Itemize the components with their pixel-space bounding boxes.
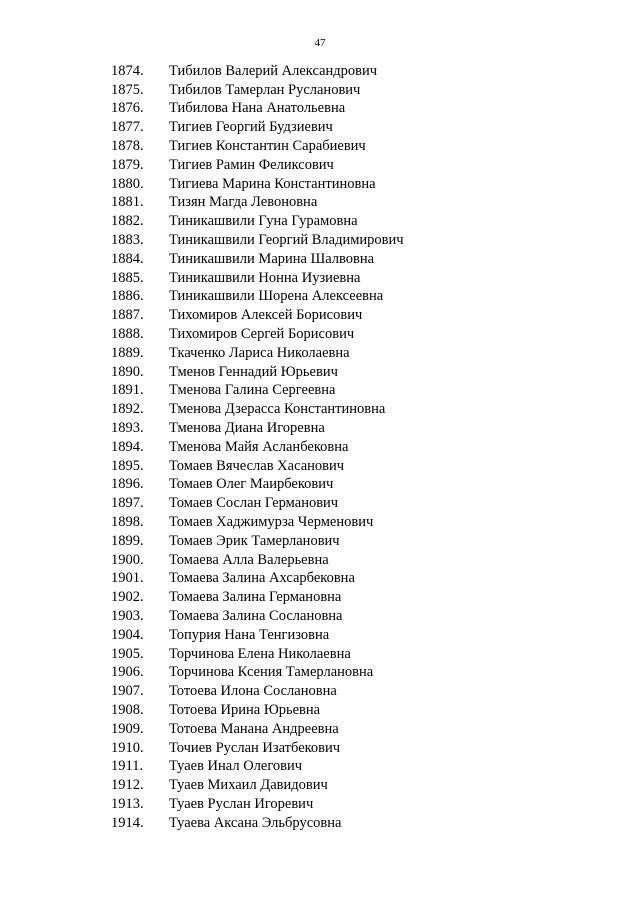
entry-number: 1878. — [111, 138, 144, 155]
entry-number: 1914. — [111, 814, 144, 831]
entry-number: 1895. — [111, 457, 144, 474]
entry-name: Томаев Хаджимурза Черменович — [169, 514, 374, 531]
entry-name: Тигиева Марина Константиновна — [169, 175, 376, 192]
entry-number: 1888. — [111, 326, 144, 343]
list-item — [111, 231, 404, 250]
entry-name: Туаев Инал Олегович — [169, 758, 303, 775]
list-item — [111, 664, 404, 683]
entry-name: Тигиев Константин Сарабиевич — [169, 138, 366, 155]
entry-number: 1900. — [111, 551, 144, 568]
entry-number: 1881. — [111, 194, 144, 211]
list-item — [111, 325, 404, 344]
entry-number: 1887. — [111, 307, 144, 324]
list-item — [111, 118, 404, 137]
entry-name: Тотоева Илона Сослановна — [169, 683, 337, 700]
entry-number: 1875. — [111, 81, 144, 98]
entry-number: 1898. — [111, 514, 144, 531]
list-item — [111, 682, 404, 701]
list-item — [111, 288, 404, 307]
list-item — [111, 607, 404, 626]
list-item — [111, 532, 404, 551]
list-item — [111, 776, 404, 795]
entry-name: Точиев Руслан Изатбекович — [169, 739, 341, 756]
entry-name: Тиникашвили Георгий Владимирович — [169, 232, 404, 249]
list-item — [111, 419, 404, 438]
entry-name: Тибилов Валерий Александрович — [169, 62, 378, 79]
entry-number: 1897. — [111, 495, 144, 512]
list-item — [111, 814, 404, 833]
entry-name: Туаев Михаил Давидович — [169, 777, 328, 794]
entry-number: 1910. — [111, 739, 144, 756]
list-item — [111, 438, 404, 457]
list-item — [111, 570, 404, 589]
list-item — [111, 626, 404, 645]
entry-number: 1893. — [111, 420, 144, 437]
entry-number: 1908. — [111, 701, 144, 718]
entry-number: 1890. — [111, 363, 144, 380]
entry-number: 1891. — [111, 382, 144, 399]
list-item — [111, 62, 404, 81]
entry-number: 1882. — [111, 213, 144, 230]
entry-number: 1904. — [111, 626, 144, 643]
list-item — [111, 382, 404, 401]
entry-name: Ткаченко Лариса Николаевна — [169, 344, 350, 361]
entry-number: 1877. — [111, 119, 144, 136]
entry-name: Тиникашвили Марина Шалвовна — [169, 250, 375, 267]
entry-name: Топурия Нана Тенгизовна — [169, 626, 330, 643]
name-list — [111, 62, 404, 833]
entry-name: Тизян Магда Левоновна — [169, 194, 318, 211]
entry-number: 1889. — [111, 344, 144, 361]
entry-name: Тменова Галина Сергеевна — [169, 382, 336, 399]
entry-number: 1886. — [111, 288, 144, 305]
list-item — [111, 476, 404, 495]
entry-name: Томаева Залина Ахсарбековна — [169, 570, 355, 587]
entry-name: Тибилова Нана Анатольевна — [169, 100, 346, 117]
entry-number: 1905. — [111, 645, 144, 662]
entry-number: 1883. — [111, 232, 144, 249]
entry-name: Тиникашвили Шорена Алексеевна — [169, 288, 384, 305]
list-item — [111, 701, 404, 720]
list-item — [111, 457, 404, 476]
entry-number: 1912. — [111, 777, 144, 794]
entry-number: 1906. — [111, 664, 144, 681]
entry-number: 1907. — [111, 683, 144, 700]
entry-name: Тменова Дзерасса Константиновна — [169, 401, 386, 418]
entry-number: 1876. — [111, 100, 144, 117]
entry-number: 1880. — [111, 175, 144, 192]
entry-name: Торчинова Ксения Тамерлановна — [169, 664, 374, 681]
list-item — [111, 269, 404, 288]
entry-name: Тотоева Манана Андреевна — [169, 720, 339, 737]
entry-number: 1902. — [111, 589, 144, 606]
list-item — [111, 137, 404, 156]
list-item — [111, 494, 404, 513]
list-item — [111, 795, 404, 814]
list-item — [111, 81, 404, 100]
entry-number: 1885. — [111, 269, 144, 286]
entry-name: Тигиев Георгий Будзиевич — [169, 119, 333, 136]
entry-name: Тиникашвили Гуна Гурамовна — [169, 213, 358, 230]
entry-number: 1894. — [111, 438, 144, 455]
list-item — [111, 250, 404, 269]
entry-number: 1896. — [111, 476, 144, 493]
entry-name: Тиникашвили Нонна Иузиевна — [169, 269, 361, 286]
page-number: 47 — [314, 37, 326, 49]
entry-name: Тменова Диана Игоревна — [169, 420, 325, 437]
entry-name: Тибилов Тамерлан Русланович — [169, 81, 361, 98]
entry-name: Томаев Олег Маирбекович — [169, 476, 334, 493]
list-item — [111, 645, 404, 664]
entry-name: Туаев Руслан Игоревич — [169, 795, 314, 812]
entry-number: 1874. — [111, 62, 144, 79]
list-item — [111, 739, 404, 758]
list-item — [111, 194, 404, 213]
entry-name: Томаев Эрик Тамерланович — [169, 532, 340, 549]
entry-name: Туаева Аксана Эльбрусовна — [169, 814, 342, 831]
entry-name: Тихомиров Алексей Борисович — [169, 307, 363, 324]
list-item — [111, 306, 404, 325]
entry-name: Тотоева Ирина Юрьевна — [169, 701, 321, 718]
list-item — [111, 100, 404, 119]
entry-name: Тменова Майя Асланбековна — [169, 438, 349, 455]
entry-number: 1879. — [111, 156, 144, 173]
entry-number: 1892. — [111, 401, 144, 418]
list-item — [111, 588, 404, 607]
entry-name: Томаева Залина Сослановна — [169, 608, 343, 624]
entry-number: 1899. — [111, 532, 144, 549]
entry-name: Томаев Сослан Германович — [169, 495, 339, 512]
list-item — [111, 175, 404, 194]
list-item — [111, 400, 404, 419]
entry-name: Тменов Геннадий Юрьевич — [169, 363, 338, 380]
entry-number: 1901. — [111, 570, 144, 587]
list-item — [111, 344, 404, 363]
entry-name: Тигиев Рамин Феликсович — [169, 156, 334, 173]
entry-name: Торчинова Елена Николаевна — [169, 645, 351, 662]
list-item — [111, 212, 404, 231]
entry-number: 1913. — [111, 795, 144, 812]
entry-name: Томаев Вячеслав Хасанович — [169, 457, 345, 474]
list-item — [111, 156, 404, 175]
entry-number: 1909. — [111, 720, 144, 737]
list-item — [111, 363, 404, 382]
list-item — [111, 551, 404, 570]
list-item — [111, 757, 404, 776]
entry-number: 1903. — [111, 608, 144, 624]
entry-name: Томаева Алла Валерьевна — [169, 551, 329, 568]
list-item — [111, 720, 404, 739]
list-item — [111, 513, 404, 532]
entry-name: Томаева Залина Германовна — [169, 589, 342, 606]
entry-number: 1884. — [111, 250, 144, 267]
entry-name: Тихомиров Сергей Борисович — [169, 326, 355, 343]
entry-number: 1911. — [111, 758, 144, 775]
